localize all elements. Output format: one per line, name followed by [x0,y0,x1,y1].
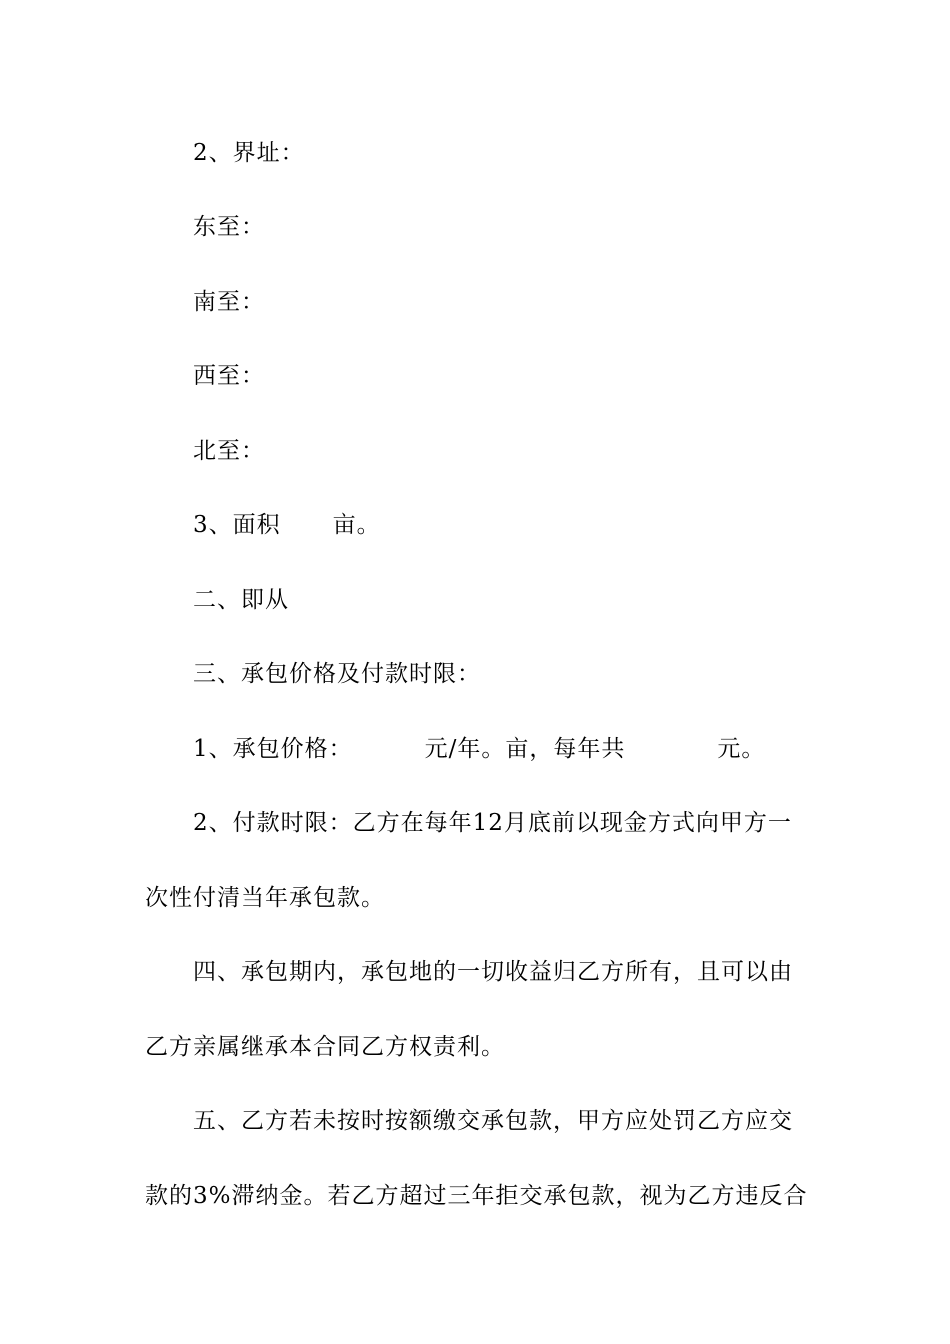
text: 2、付款时限：乙方在每年12月底前以现金方式向甲方一 [193,810,792,836]
text: 北至： [193,438,265,464]
area-unit: 亩。 [332,512,381,538]
price-line [193,734,810,764]
boundary-east [193,212,810,242]
section-five-line-2 [145,1181,810,1211]
text: 西至： [193,363,265,389]
boundary-heading [193,138,810,168]
boundary-west [193,361,810,391]
text: 南至： [193,289,265,315]
text: 款的3%滞纳金。若乙方超过三年拒交承包款，视为乙方违反合 [145,1183,808,1209]
text: 次性付清当年承包款。 [145,885,385,911]
area-line [193,510,810,540]
section-four-line-2 [145,1032,810,1062]
boundary-north [193,436,810,466]
section-four-line-1 [193,957,810,987]
text: 东至： [193,214,265,240]
text: 2、界址： [193,140,305,166]
area-label: 3、面积 [193,512,281,538]
payment-term-line-2 [145,883,810,913]
section-three-heading [193,659,810,689]
price-label: 1、承包价格： [193,736,353,762]
boundary-south [193,287,810,317]
section-five-line-1 [193,1106,810,1136]
price-unit: 元/年。亩，每年共 [424,736,626,762]
text: 四、承包期内，承包地的一切收益归乙方所有，且可以由 [193,959,793,985]
text: 五、乙方若未按时按额缴交承包款，甲方应处罚乙方应交 [193,1108,793,1134]
section-two-heading [193,585,810,615]
text: 二、即从 [193,587,289,613]
payment-term-line-1 [193,808,810,838]
text: 三、承包价格及付款时限： [193,661,481,687]
price-total-unit: 元。 [717,736,766,762]
text: 乙方亲属继承本合同乙方权责利。 [145,1034,505,1060]
